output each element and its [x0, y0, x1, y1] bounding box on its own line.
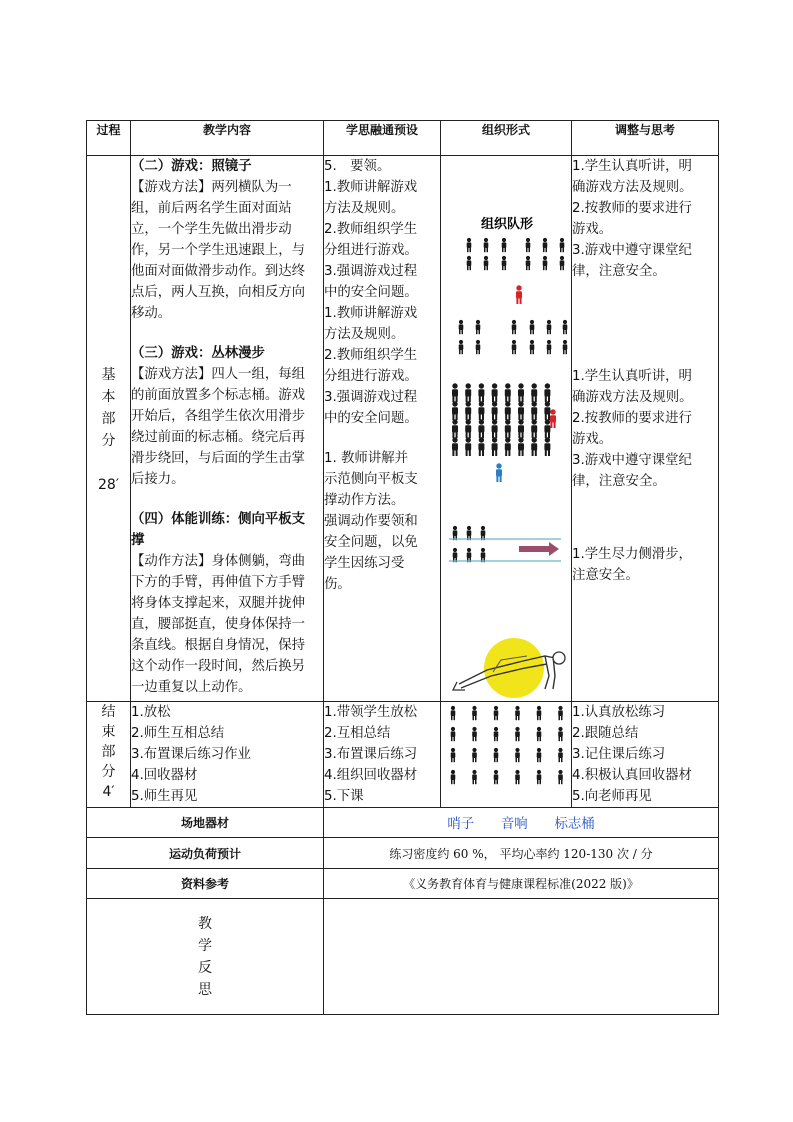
student-figure — [467, 526, 472, 540]
student-figure — [478, 383, 484, 402]
student-figure — [515, 770, 520, 784]
fitness-line: 直，腰部挺直，使身体保持一 — [131, 617, 306, 632]
basic-organization-cell — [441, 156, 572, 702]
student-figure — [465, 401, 471, 420]
student-figure — [518, 437, 524, 456]
method-line: 1.教师讲解游戏 — [324, 306, 418, 321]
student-figure — [531, 419, 537, 438]
student-figure — [558, 727, 563, 741]
formation-mirror-game — [459, 238, 568, 354]
student-figure — [518, 401, 524, 420]
reflection-line: 确游戏方法及规则。 — [572, 390, 693, 405]
basic-char-2: 本 — [101, 389, 116, 405]
formation-plank — [449, 526, 561, 562]
method-line: 示范侧向平板支 — [324, 472, 418, 487]
header-row — [87, 121, 719, 156]
ending-reflection-cell — [572, 702, 719, 808]
student-figure — [494, 748, 499, 762]
student-figure — [512, 340, 517, 354]
ending-reflection-line: 3.记住课后练习 — [572, 747, 666, 762]
basic-method-cell — [324, 156, 441, 702]
game1-line: 移动。 — [131, 306, 172, 321]
student-figure — [544, 419, 550, 438]
ending-reflection-line: 2.跟随总结 — [572, 726, 639, 741]
student-figure — [451, 748, 456, 762]
student-figure — [537, 770, 542, 784]
ending-formation — [441, 702, 572, 806]
ending-char-1: 结 — [101, 704, 116, 720]
student-figure — [494, 770, 499, 784]
ending-method-cell — [324, 702, 441, 808]
student-figure — [505, 383, 511, 402]
student-figure — [531, 401, 537, 420]
fitness-line: 一边重复以上动作。 — [131, 680, 252, 695]
game1-line: 立，一个学生先做出滑步动 — [131, 222, 292, 237]
game1-line: 点后，两人互换，向相反方向 — [131, 285, 306, 300]
student-figure — [505, 419, 511, 438]
student-figure — [467, 256, 472, 270]
student-figure — [543, 238, 548, 252]
student-figure — [494, 706, 499, 720]
student-figure — [472, 770, 477, 784]
basic-content-cell — [131, 156, 324, 702]
student-figure — [530, 340, 535, 354]
student-figure — [478, 437, 484, 456]
reflect-char-2: 学 — [198, 938, 212, 954]
method-line: 1. 教师讲解并 — [324, 451, 408, 466]
method-line: 分组进行游戏。 — [324, 243, 418, 258]
student-figure — [560, 256, 565, 270]
student-figure — [505, 401, 511, 420]
ending-content-cell — [131, 702, 324, 808]
game1-line: 组，前后两名学生面对面站 — [131, 201, 292, 216]
game1-line: 【游戏方法】两列横队为一 — [131, 180, 292, 195]
student-figure — [537, 706, 542, 720]
ending-content-line: 4.回收器材 — [131, 768, 198, 783]
teaching-reflection-value — [324, 899, 719, 1015]
fitness-line: 下方的手臂，再伸值下方手臂 — [131, 575, 306, 590]
reference-label: 资料参考 — [87, 869, 324, 899]
fitness-line: 这个动作一段时间，然后换另 — [131, 659, 306, 674]
teaching-reflection-label — [87, 899, 324, 1015]
student-figure — [518, 419, 524, 438]
student-figure — [459, 320, 464, 334]
student-figure — [558, 770, 563, 784]
student-figure — [452, 419, 458, 438]
ending-section-label — [87, 702, 131, 808]
student-figure — [451, 706, 456, 720]
method-line: 1.教师讲解游戏 — [324, 180, 418, 195]
basic-char-4: 分 — [101, 433, 116, 449]
reflection-line: 游戏。 — [572, 432, 613, 447]
reflection-line: 1.学生认真听讲，明 — [572, 369, 692, 384]
basic-part-row — [87, 156, 719, 702]
reflect-char-1: 教 — [198, 916, 212, 932]
student-figure — [467, 548, 472, 562]
ending-content-line: 5.师生再见 — [131, 789, 198, 804]
method-line: 方法及规则。 — [324, 201, 405, 216]
student-figure — [544, 383, 550, 402]
method-line: 2.教师组织学生 — [324, 348, 418, 363]
student-figure — [547, 340, 552, 354]
student-figure — [472, 748, 477, 762]
student-figure — [484, 238, 489, 252]
reference-value: 《义务教育体育与健康课程标准(2022 版)》 — [324, 869, 719, 899]
student-figure — [537, 727, 542, 741]
game1-line: 作，另一个学生迅速跟上，与 — [131, 243, 306, 258]
arrow-icon — [519, 546, 551, 552]
organization-diagram — [441, 156, 572, 701]
student-figure — [526, 256, 531, 270]
ending-reflection-line: 5.向老师再见 — [572, 789, 652, 804]
student-figure — [505, 437, 511, 456]
method-line: 安全问题，以免 — [324, 535, 418, 550]
header-organization: 组织形式 — [441, 121, 572, 156]
fitness-line: 将身体支撑起来，双腿并拢伸 — [131, 596, 306, 611]
load-row — [87, 838, 719, 869]
student-figure — [558, 706, 563, 720]
game2-line: 的前面放置多个标志桶。游戏 — [131, 388, 306, 403]
ending-content-line: 2.师生互相总结 — [131, 726, 225, 741]
load-value: 练习密度约 60 %， 平均心率约 120-130 次 / 分 — [324, 838, 719, 869]
game1-title: （二）游戏：照镜子 — [131, 159, 252, 174]
fitness-title: 撑 — [131, 533, 145, 548]
fitness-title: （四）体能训练：侧向平板支 — [131, 512, 306, 527]
org-title: 组织队形 — [480, 217, 534, 232]
student-figure — [526, 238, 531, 252]
venue-row — [87, 808, 719, 838]
method-line: 学生因练习受 — [324, 556, 405, 571]
demo-figure — [496, 463, 502, 482]
side-plank-illustration — [453, 638, 565, 698]
teacher-figure — [550, 409, 556, 428]
ending-method-line: 4.组织回收器材 — [324, 768, 418, 783]
method-line: 伤。 — [324, 577, 351, 592]
ending-char-2: 束 — [101, 724, 116, 740]
game2-line: 滑步绕回，与后面的学生击掌 — [131, 451, 306, 466]
student-figure — [467, 238, 472, 252]
lesson-plan-table — [86, 120, 719, 1015]
student-figure — [512, 320, 517, 334]
student-figure — [481, 548, 486, 562]
method-line: 强调动作要领和 — [324, 514, 418, 529]
ending-method-line: 5.下课 — [324, 789, 364, 804]
reflect-char-3: 反 — [198, 960, 212, 976]
ending-method-line: 2.互相总结 — [324, 726, 391, 741]
load-label: 运动负荷预计 — [87, 838, 324, 869]
ending-organization-cell — [441, 702, 572, 808]
fitness-line: 【动作方法】身体侧躺，弯曲 — [131, 554, 306, 569]
formation-forest-walk — [452, 383, 556, 482]
student-figure — [492, 419, 498, 438]
student-figure — [452, 401, 458, 420]
student-figure — [543, 256, 548, 270]
header-content: 教学内容 — [131, 121, 324, 156]
game2-line: 开始后，各组学生依次用滑步 — [131, 409, 306, 424]
reflection-line: 1.学生认真听讲，明 — [572, 159, 692, 174]
reflection-line: 2.按教师的要求进行 — [572, 201, 692, 216]
student-figure — [547, 320, 552, 334]
method-line: 5. 要领。 — [324, 159, 391, 174]
student-figure — [465, 437, 471, 456]
reflection-line: 律，注意安全。 — [572, 264, 666, 279]
reflection-line: 3.游戏中遵守课堂纪 — [572, 453, 692, 468]
student-figure — [453, 548, 458, 562]
student-figure — [502, 238, 507, 252]
reflect-char-4: 思 — [198, 982, 212, 998]
student-figure — [544, 437, 550, 456]
student-figure — [492, 437, 498, 456]
method-line: 2.教师组织学生 — [324, 222, 418, 237]
basic-char-3: 部 — [101, 411, 116, 427]
student-figure — [563, 320, 568, 334]
ending-time: 4′ — [102, 784, 115, 800]
reflection-line: 3.游戏中遵守课堂纪 — [572, 243, 692, 258]
fitness-line: 条直线。根据自身情况，保持 — [131, 638, 306, 653]
game2-line: 绕过前面的标志桶。绕完后再 — [131, 430, 306, 445]
header-process: 过程 — [87, 121, 131, 156]
basic-section-label — [87, 156, 131, 702]
method-line: 撑动作方法。 — [324, 493, 405, 508]
ending-part-row — [87, 702, 719, 808]
student-figure — [451, 770, 456, 784]
student-figure — [563, 340, 568, 354]
game2-title: （三）游戏：丛林漫步 — [131, 346, 265, 361]
header-method: 学思融通预设 — [324, 121, 441, 156]
method-line: 方法及规则。 — [324, 327, 405, 342]
student-figure — [537, 748, 542, 762]
student-figure — [515, 706, 520, 720]
teacher-figure — [516, 285, 522, 304]
student-figure — [515, 748, 520, 762]
student-figure — [502, 256, 507, 270]
basic-time: 28′ — [98, 477, 119, 493]
student-figure — [530, 320, 535, 334]
method-line: 中的安全问题。 — [324, 411, 418, 426]
student-figure — [453, 526, 458, 540]
student-figure — [558, 748, 563, 762]
student-figure — [472, 727, 477, 741]
game2-line: 后接力。 — [131, 472, 185, 487]
header-reflection: 调整与思考 — [572, 121, 719, 156]
ending-char-3: 部 — [101, 744, 116, 760]
student-figure — [476, 340, 481, 354]
student-figure — [465, 383, 471, 402]
game1-line: 他面对面做滑步动作。到达终 — [131, 264, 306, 279]
student-figure — [515, 727, 520, 741]
student-figure — [531, 437, 537, 456]
student-figure — [560, 238, 565, 252]
ending-content-line: 3.布置课后练习作业 — [131, 747, 251, 762]
student-figure — [544, 401, 550, 420]
student-figure — [478, 419, 484, 438]
student-figure — [492, 401, 498, 420]
reflection-line: 2.按教师的要求进行 — [572, 411, 692, 426]
student-figure — [478, 401, 484, 420]
reflection-line: 律，注意安全。 — [572, 474, 666, 489]
ending-method-line: 3.布置课后练习 — [324, 747, 418, 762]
reflection-line: 1.学生尽力侧滑步， — [572, 547, 692, 562]
basic-char-1: 基 — [101, 367, 116, 383]
student-figure — [494, 727, 499, 741]
student-figure — [465, 419, 471, 438]
student-figure — [472, 706, 477, 720]
method-line: 3.强调游戏过程 — [324, 264, 418, 279]
reflection-line: 游戏。 — [572, 222, 613, 237]
student-figure — [452, 383, 458, 402]
student-figure — [492, 383, 498, 402]
venue-value: 哨子 音响 标志桶 — [324, 808, 719, 838]
student-figure — [452, 437, 458, 456]
student-figure — [531, 383, 537, 402]
reflection-line: 确游戏方法及规则。 — [572, 180, 693, 195]
ending-content-line: 1.放松 — [131, 705, 171, 720]
student-figure — [451, 727, 456, 741]
ending-reflection-line: 4.积极认真回收器材 — [572, 768, 692, 783]
reflection-line: 注意安全。 — [572, 568, 639, 583]
method-line: 分组进行游戏。 — [324, 369, 418, 384]
ending-method-line: 1.带领学生放松 — [324, 705, 418, 720]
student-figure — [481, 526, 486, 540]
reference-row — [87, 869, 719, 899]
student-figure — [476, 320, 481, 334]
basic-reflection-cell — [572, 156, 719, 702]
student-figure — [459, 340, 464, 354]
student-figure — [518, 383, 524, 402]
teaching-reflection-row — [87, 899, 719, 1015]
ending-char-4: 分 — [101, 764, 116, 780]
method-line: 中的安全问题。 — [324, 285, 418, 300]
game2-line: 【游戏方法】四人一组，每组 — [131, 367, 306, 382]
student-figure — [484, 256, 489, 270]
ending-reflection-line: 1.认真放松练习 — [572, 705, 666, 720]
method-line: 3.强调游戏过程 — [324, 390, 418, 405]
venue-label: 场地器材 — [87, 808, 324, 838]
